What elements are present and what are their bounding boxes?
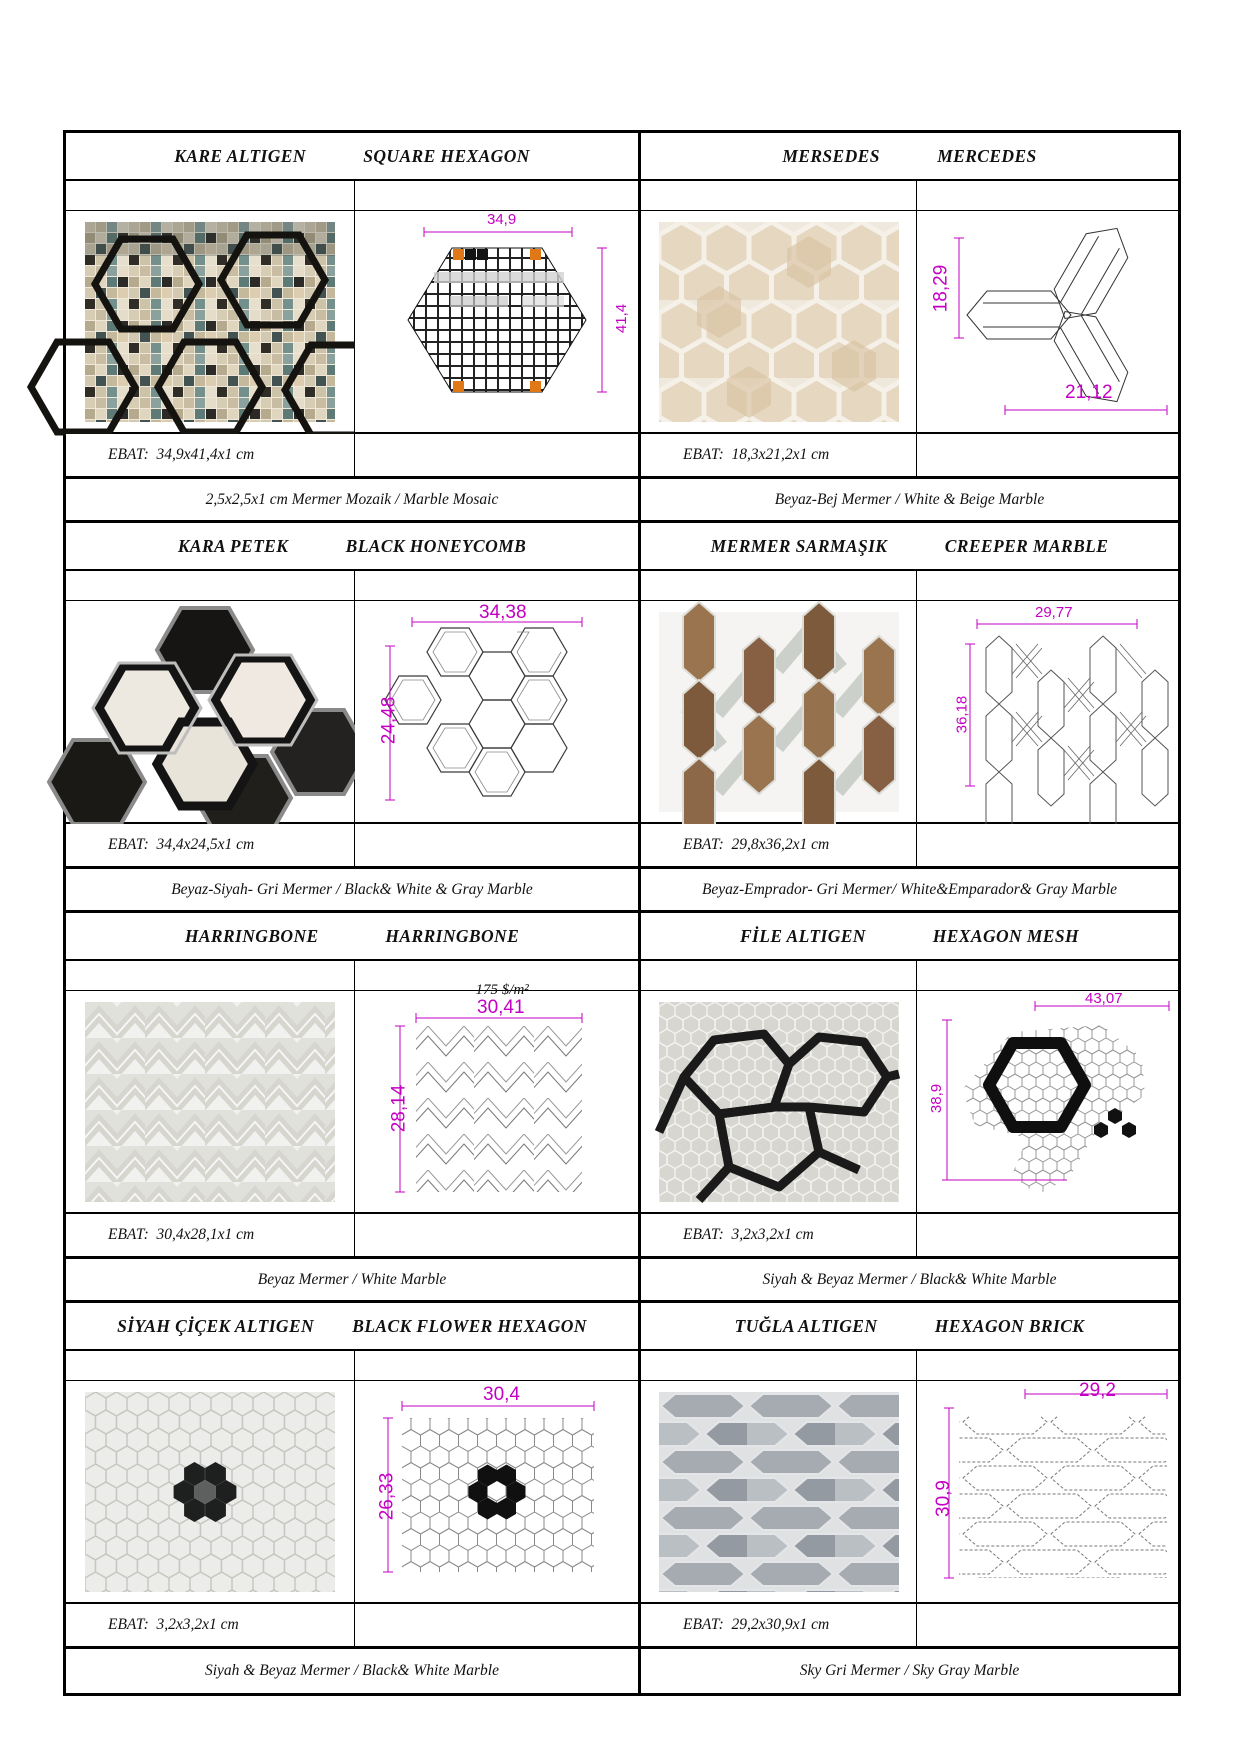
name-en: SQUARE HEXAGON xyxy=(363,145,530,166)
product-name-mersedes xyxy=(641,133,1178,181)
name-tr: MERSEDES xyxy=(782,145,880,166)
name-tr: KARA PETEK xyxy=(177,535,289,556)
dim-height-label: 28,14 xyxy=(388,1084,410,1133)
dim-height-label: 41,4 xyxy=(613,303,631,334)
dim-height-label: 26,33 xyxy=(376,1472,398,1521)
drawing-harringbone xyxy=(355,982,641,1214)
dim-width-label: 21,12 xyxy=(1065,382,1113,403)
product-name-file-altigen xyxy=(641,913,1178,961)
photo-hexagon-brick xyxy=(641,1381,917,1604)
ebat-hexagon-brick: EBAT: 29,2x30,9x1 cm xyxy=(641,1604,917,1649)
dim-width-label: 30,41 xyxy=(477,997,525,1018)
group4-header-row xyxy=(66,1303,1178,1351)
dim-height-label: 36,18 xyxy=(953,695,971,734)
group3-spacer-row xyxy=(66,961,1178,991)
group2-desc-row xyxy=(66,869,1178,913)
dim-width-label: 29,2 xyxy=(1079,1380,1116,1401)
catalog-table xyxy=(63,130,1181,1696)
drawing-hexagon-brick xyxy=(917,1381,1178,1604)
drawing-black-flower-hexagon xyxy=(355,1381,641,1604)
group3-desc-row xyxy=(66,1259,1178,1303)
group1-desc-row xyxy=(66,479,1178,523)
drawing-creeper-marble xyxy=(917,601,1178,824)
ebat-creeper: EBAT: 29,8x36,2x1 cm xyxy=(641,824,917,869)
product-name-kare-altigen xyxy=(66,133,641,181)
name-tr: KARE ALTIGEN xyxy=(174,145,306,166)
ebat-hexagon-mesh: EBAT: 3,2x3,2x1 cm xyxy=(641,1214,917,1259)
photo-black-honeycomb xyxy=(66,601,355,824)
dim-width-label: 43,07 xyxy=(1085,990,1123,1007)
name-en: HEXAGON BRICK xyxy=(934,1315,1085,1336)
product-name-siyah-cicek xyxy=(66,1303,641,1351)
product-name-kara-petek xyxy=(66,523,641,571)
name-en: BLACK HONEYCOMB xyxy=(345,535,527,556)
group4-image-row xyxy=(66,1381,1178,1604)
group4-ebat-row xyxy=(66,1604,1178,1649)
group2-image-row xyxy=(66,601,1178,824)
ebat-black-honeycomb: EBAT: 34,4x24,5x1 cm xyxy=(66,824,355,869)
group4-spacer-row xyxy=(66,1351,1178,1381)
name-en: BLACK FLOWER HEXAGON xyxy=(352,1315,587,1336)
desc-mersedes: Beyaz-Bej Mermer / White & Beige Marble xyxy=(641,479,1178,523)
group1-image-row xyxy=(66,211,1178,434)
name-tr: FİLE ALTIGEN xyxy=(739,925,866,946)
desc-black-flower: Siyah & Beyaz Mermer / Black& White Marble xyxy=(66,1649,641,1693)
name-tr: MERMER SARMAŞIK xyxy=(710,535,888,556)
group2-spacer-row xyxy=(66,571,1178,601)
dim-height-label: 30,9 xyxy=(932,1480,954,1517)
dim-height-label: 38,9 xyxy=(928,1083,946,1114)
photo-creeper-marble xyxy=(641,601,917,824)
dim-width-label: 34,38 xyxy=(479,602,527,623)
desc-hexagon-brick: Sky Gri Mermer / Sky Gray Marble xyxy=(641,1649,1178,1693)
name-en: HEXAGON MESH xyxy=(932,925,1080,946)
drawing-hexagon-mesh xyxy=(917,991,1178,1214)
ebat-square-hexagon: EBAT: 34,9x41,4x1 cm xyxy=(66,434,355,479)
photo-hexagon-mesh xyxy=(641,991,917,1214)
product-name-sarmasik xyxy=(641,523,1178,571)
price-note: 175 $/m² xyxy=(475,982,529,998)
desc-harringbone: Beyaz Mermer / White Marble xyxy=(66,1259,641,1303)
group4-desc-row xyxy=(66,1649,1178,1693)
product-name-harringbone xyxy=(66,913,641,961)
photo-mersedes xyxy=(641,211,917,434)
dim-height-label: 24,48 xyxy=(378,696,400,745)
group1-spacer-row xyxy=(66,181,1178,211)
dim-width-label: 34,9 xyxy=(487,211,517,228)
desc-hexagon-mesh: Siyah & Beyaz Mermer / Black& White Marble xyxy=(641,1259,1178,1303)
drawing-mercedes xyxy=(917,211,1178,434)
photo-square-hexagon xyxy=(66,211,355,434)
group2-ebat-row xyxy=(66,824,1178,869)
photo-harringbone xyxy=(66,991,355,1214)
desc-black-honeycomb: Beyaz-Siyah- Gri Mermer / Black& White & Gray Marble xyxy=(66,869,641,913)
dim-width-label: 29,77 xyxy=(1035,604,1073,621)
desc-square-hexagon: 2,5x2,5x1 cm Mermer Mozaik / Marble Mosaic xyxy=(66,479,641,523)
name-tr: HARRINGBONE xyxy=(184,925,319,946)
name-en: CREEPER MARBLE xyxy=(944,535,1109,556)
group1-ebat-row xyxy=(66,434,1178,479)
product-name-tugla xyxy=(641,1303,1178,1351)
group3-header-row xyxy=(66,913,1178,961)
photo-black-flower-hexagon xyxy=(66,1381,355,1604)
name-en: HARRINGBONE xyxy=(385,925,520,946)
name-en: MERCEDES xyxy=(937,145,1037,166)
drawing-square-hexagon xyxy=(355,211,641,434)
ebat-black-flower: EBAT: 3,2x3,2x1 cm xyxy=(66,1604,355,1649)
drawing-black-honeycomb xyxy=(355,601,641,824)
group3-ebat-row xyxy=(66,1214,1178,1259)
group2-header-row xyxy=(66,523,1178,571)
ebat-harringbone: EBAT: 30,4x28,1x1 cm xyxy=(66,1214,355,1259)
group1-header-row xyxy=(66,133,1178,181)
group3-image-row xyxy=(66,982,1178,1214)
name-tr: TUĞLA ALTIGEN xyxy=(734,1315,878,1336)
dim-width-label: 30,4 xyxy=(483,1384,520,1405)
ebat-mersedes: EBAT: 18,3x21,2x1 cm xyxy=(641,434,917,479)
desc-creeper: Beyaz-Emprador- Gri Mermer/ White&Emparador& Gray Marble xyxy=(641,869,1178,913)
dim-height-label: 18,29 xyxy=(930,264,952,313)
name-tr: SİYAH ÇİÇEK ALTIGEN xyxy=(117,1315,315,1336)
